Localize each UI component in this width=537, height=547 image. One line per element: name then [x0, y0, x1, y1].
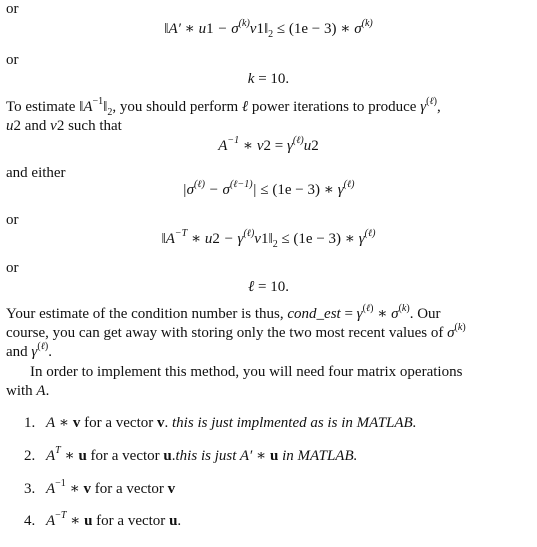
estimate-intro-line-1: To estimate $‖A^{-1}‖_2$, you should perform ℓ power iterations to produce $\gamma^{(\ell)}$, — [6, 96, 441, 118]
implement-line-1: In order to implement this method, you will need four matrix operations — [30, 364, 463, 380]
or-word-1: or — [6, 1, 19, 17]
equation-sigma-residual: ‖A′ ∗ $u1 - \sigma^{(k)}v1‖_2 \le (1e - 3)$ ∗ $\sigma^{(k)}$ — [164, 18, 373, 40]
estimate-intro-line-2: u2 and v2 such that — [6, 118, 122, 134]
list-number: 4. — [24, 513, 36, 529]
equation-sigma-diff: $|\sigma^{(\ell)} - \sigma^{(\ell-1)}| \le (1e - 3)$ ∗ $\gamma^{(\ell)}$ — [182, 179, 355, 198]
cond-est-line-1: Your estimate of the condition number is thus, cond_est = $\gamma^{(\ell)}$ ∗ $\sigma^{(k)}$. Our — [6, 303, 441, 322]
equation-inverse: $A^{-1}$ ∗ $v2 = \gamma^{(\ell)}u2$ — [218, 135, 319, 154]
cond-est-line-3: and $\gamma^{(\ell)}$. — [6, 341, 52, 360]
list-number: 1. — [24, 415, 36, 431]
list-item-1: 1. A ∗ v for a vector v. this is just implmented as is in MATLAB. — [24, 415, 417, 431]
implement-line-2: with A. — [6, 383, 50, 399]
list-item-3: 3. $A^{-1}$ ∗ v for a vector v — [24, 478, 176, 497]
equation-transpose-residual: $‖A^{-T}$ ∗ $u2 - \gamma^{(\ell)}v1‖_2 \le (1e - 3)$ ∗ $\gamma^{(\ell)}$ — [161, 228, 376, 250]
cond-est-line-2: course, you can get away with storing only the two most recent values of $\sigma^{(k)}$ — [6, 322, 466, 341]
list-item-4: 4. $A^{-T}$ ∗ u for a vector u. — [24, 510, 182, 529]
or-word-4: or — [6, 260, 19, 276]
equation-k: k = 10. — [247, 71, 290, 87]
list-item-2: 2. $A^T$ ∗ u for a vector u.this is just A′ ∗ u in MATLAB. — [24, 445, 358, 464]
equation-l: ℓ = 10. — [248, 279, 289, 295]
or-word-3: or — [6, 212, 19, 228]
list-number: 3. — [24, 481, 36, 497]
or-word-2: or — [6, 52, 19, 68]
list-number: 2. — [24, 448, 36, 464]
and-either-text: and either — [6, 165, 66, 181]
